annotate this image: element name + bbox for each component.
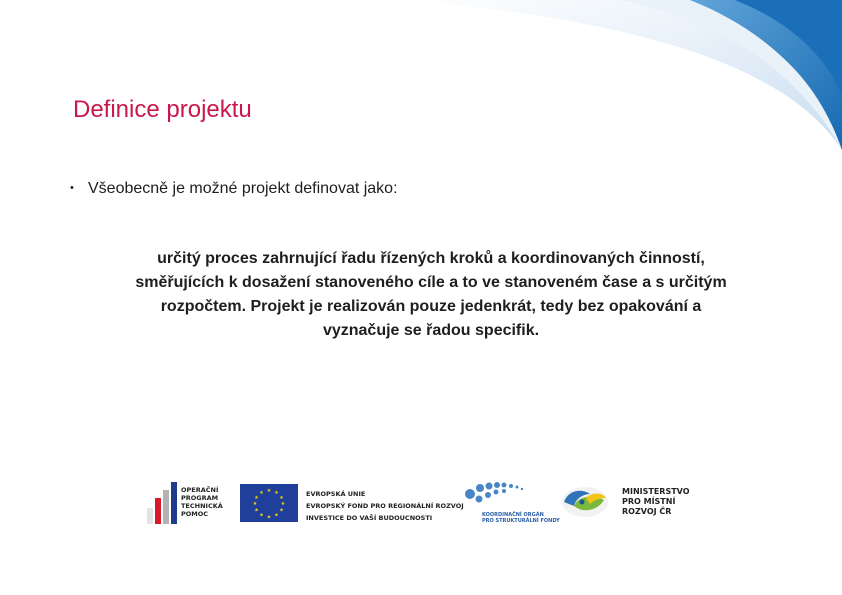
mmr-logo [560,484,690,525]
optp-line: PROGRAM [181,494,219,502]
slide-title: Definice projektu [73,96,252,123]
definition-line: vyznačuje se řadou specifik. [322,322,540,339]
eu-line: EVROPSKÁ UNIE [306,490,366,498]
svg-text:★: ★ [254,495,259,501]
logo-bar [140,478,710,538]
mmr-line: MINISTERSTVO [622,487,690,496]
bullet-text: Všeobecně je možné projekt definovat jako: [88,180,398,197]
definition-line: směřujících k dosažení stanoveného cíle a to ve stanoveném čase a s určitým [135,274,727,291]
eu-line: EVROPSKÝ FOND PRO REGIONÁLNÍ ROZVOJ [306,502,464,510]
svg-text:★: ★ [266,514,272,521]
svg-text:★: ★ [279,507,284,514]
svg-text:★: ★ [279,495,284,501]
definition-text [86,247,776,343]
eu-flag-icon [240,484,298,522]
bar-graph-icon [145,482,179,524]
svg-text:★: ★ [252,501,258,507]
optp-logo [145,482,223,529]
svg-text:★: ★ [274,512,279,519]
svg-text:★: ★ [266,488,272,494]
ko-logo [462,480,560,524]
dots-icon [462,480,534,510]
optp-line: TECHNICKÁ [181,502,223,510]
optp-line: POMOC [181,510,209,518]
optp-line: OPERAČNÍ [181,486,219,494]
mmr-emblem-icon [560,484,610,520]
eu-line: INVESTICE DO VAŠÍ BUDOUCNOSTI [306,514,433,522]
svg-text:★: ★ [280,501,286,507]
ko-line: PRO STRUKTURÁLNÍ FONDY [482,518,560,524]
eu-logo [240,484,464,527]
svg-text:★: ★ [274,490,279,496]
svg-text:★: ★ [259,512,264,519]
svg-text:★: ★ [259,490,264,496]
mmr-line: PRO MÍSTNÍ [622,497,676,506]
ko-line: KOORDINAČNÍ ORGÁN [482,512,544,518]
definition-line: rozpočtem. Projekt je realizován pouze jedenkrát, tedy bez opakování a [160,298,702,315]
definition-line: určitý proces zahrnující řadu řízených kroků a koordinovaných činností, [157,250,705,267]
header-swoosh [0,0,842,170]
bullet-item [70,180,398,198]
mmr-line: ROZVOJ ČR [622,507,672,516]
bullet-icon: • [70,182,74,194]
svg-text:★: ★ [254,507,259,514]
